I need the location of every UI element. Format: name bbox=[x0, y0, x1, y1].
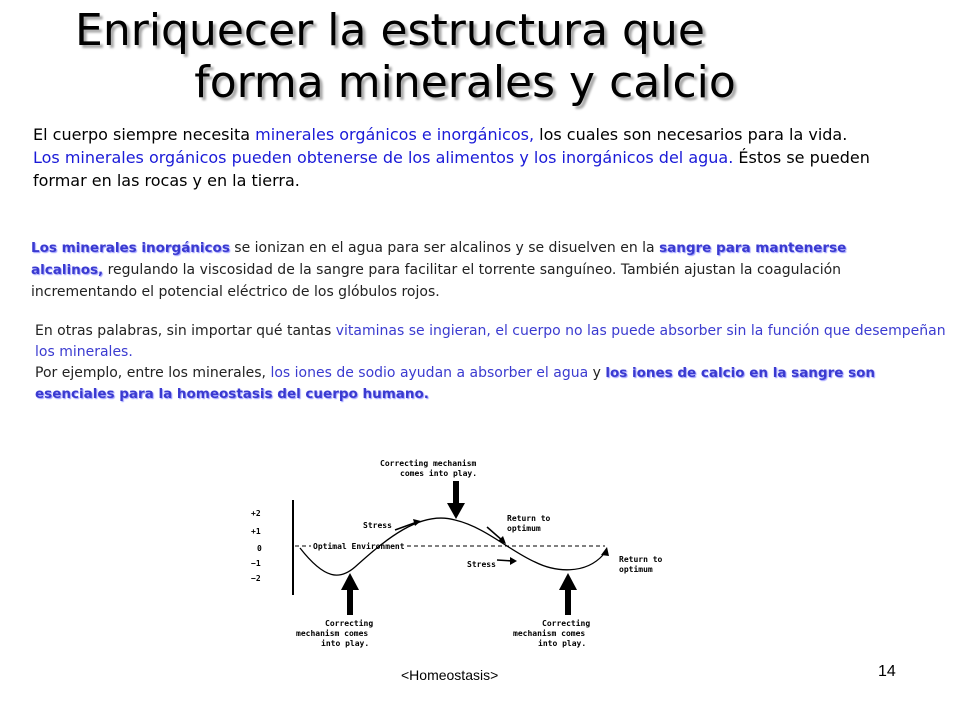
return-right-arrowhead bbox=[601, 547, 609, 556]
bottom-left-mech-line3: into play. bbox=[321, 639, 370, 648]
return-right-line1: Return to bbox=[619, 555, 663, 564]
top-mech-line1: Correcting mechanism bbox=[380, 459, 477, 468]
bottom-left-mech-arrow-shaft bbox=[347, 589, 353, 615]
top-mech-arrowhead bbox=[447, 503, 465, 519]
y-tick-plus2: +2 bbox=[251, 509, 261, 518]
p3-text-2: Por ejemplo, entre los minerales, bbox=[35, 365, 271, 381]
bottom-right-mech-line1: Correcting bbox=[542, 619, 591, 628]
stress-arrow-top bbox=[395, 522, 417, 530]
stress-label-bottom: Stress bbox=[467, 560, 496, 569]
bottom-right-mech-line2: mechanism comes bbox=[513, 629, 586, 638]
y-tick-plus1: +1 bbox=[251, 527, 261, 536]
p1-highlight-sources: Los minerales orgánicos pueden obtenerse de los alimentos y los inorgánicos del agua. bbox=[33, 148, 734, 167]
p3-highlight-sodium: los iones de sodio ayudan a absorber el agua bbox=[270, 365, 589, 381]
footer-label: <Homeostasis> bbox=[401, 667, 499, 683]
p1-text-1: El cuerpo siempre necesita bbox=[33, 125, 256, 144]
bottom-left-mech-line1: Correcting bbox=[325, 619, 374, 628]
bottom-left-mech-line2: mechanism comes bbox=[296, 629, 369, 638]
p2-highlight-inorganic: Los minerales inorgánicos bbox=[31, 240, 230, 256]
homeostasis-diagram bbox=[245, 455, 690, 655]
paragraph-1 bbox=[33, 123, 913, 192]
p3-highlight-calcium: los iones de calcio en la sangre son esenciales para la homeostasis del cuerpo humano. bbox=[35, 365, 876, 402]
p1-text-3: Éstos se pueden formar en las rocas y en la tierra. bbox=[33, 148, 870, 190]
return-right-line2: optimum bbox=[619, 565, 653, 574]
page-number: 14 bbox=[878, 663, 896, 680]
return-mid-line1: Return to bbox=[507, 514, 551, 523]
y-tick-minus2: −2 bbox=[251, 574, 261, 583]
p2-text-1: se ionizan en el agua para ser alcalinos y se disuelven en la bbox=[229, 240, 660, 256]
bottom-right-mech-arrowhead bbox=[559, 573, 577, 590]
p3-text-1: En otras palabras, sin importar qué tantas bbox=[35, 323, 336, 339]
top-mech-arrow-shaft bbox=[453, 481, 459, 505]
paragraph-3 bbox=[35, 321, 950, 405]
title-line-1: Enriquecer la estructura que bbox=[75, 5, 705, 56]
p1-highlight-minerals: minerales orgánicos e inorgánicos, bbox=[255, 125, 535, 144]
p2-text-2: regulando la viscosidad de la sangre para facilitar el torrente sanguíneo. También ajustan la coagulación incrementando el potencial eléctrico de los glóbulos rojos. bbox=[31, 262, 842, 300]
bottom-left-mech-arrowhead bbox=[341, 573, 359, 590]
stress-arrowhead-bottom bbox=[510, 557, 517, 565]
optimal-label: Optimal Environment bbox=[313, 542, 405, 551]
slide-title bbox=[0, 4, 930, 110]
p2-highlight-blood: sangre para mantenerse alcalinos, bbox=[31, 240, 847, 278]
title-line-2: forma minerales y calcio bbox=[194, 57, 736, 108]
return-mid-line2: optimum bbox=[507, 524, 541, 533]
bottom-right-mech-line3: into play. bbox=[538, 639, 587, 648]
p1-text-2: los cuales son necesarios para la vida. bbox=[534, 125, 848, 144]
top-mech-line2: comes into play. bbox=[400, 469, 478, 478]
paragraph-2 bbox=[31, 237, 921, 303]
stress-label-top: Stress bbox=[363, 521, 392, 530]
p3-text-3: y bbox=[588, 365, 606, 381]
y-tick-zero: 0 bbox=[257, 544, 262, 553]
p3-highlight-vitamins: vitaminas se ingieran, el cuerpo no las puede absorber sin la función que desempeñan los minerales. bbox=[35, 323, 946, 360]
y-tick-minus1: −1 bbox=[251, 559, 261, 568]
bottom-right-mech-arrow-shaft bbox=[565, 589, 571, 615]
